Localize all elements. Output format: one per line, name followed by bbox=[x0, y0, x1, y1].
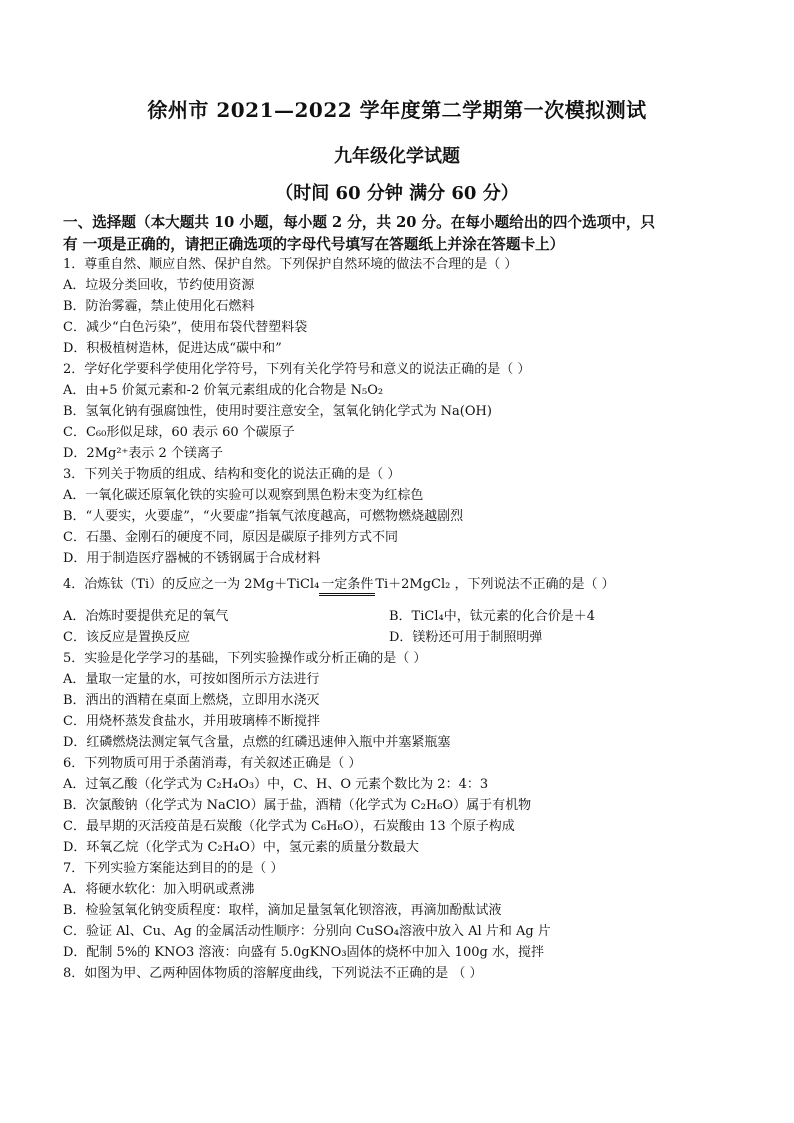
q5-stem: 5．实验是化学学习的基础，下列实验操作或分析正确的是（ ） bbox=[63, 651, 427, 666]
q6-option-b: B．次氯酸钠（化学式为 NaClO）属于盐，酒精（化学式为 C₂H₆O）属于有机物 bbox=[63, 798, 532, 813]
q4-stem-post: ，下列说法不正确的是（ ） bbox=[454, 577, 615, 592]
q6-option-c: C．最早期的灭活疫苗是石炭酸（化学式为 C₆H₆O），石炭酸由 13 个原子构成 bbox=[63, 819, 515, 834]
q4-option-a: A．冶炼时要提供充足的氧气 bbox=[63, 609, 229, 624]
q7-option-a: A．将硬水软化：加入明矾或煮沸 bbox=[63, 882, 255, 897]
section-heading-line1: 一、选择题（本大题共 10 小题，每小题 2 分，共 20 分。在每小题给出的四个选项中，只 bbox=[63, 214, 656, 231]
q3-option-b: B．“人要实，火要虚”，“火要虚”指氧气浓度越高，可燃物燃烧越剧烈 bbox=[63, 509, 464, 524]
section-heading bbox=[63, 212, 733, 256]
q2-option-a: A．由+5 价氮元素和-2 价氧元素组成的化合物是 N₅O₂ bbox=[63, 383, 384, 398]
q3-option-a: A．一氧化碳还原氧化铁的实验可以观察到黑色粉末变为红棕色 bbox=[63, 488, 424, 503]
q7-stem: 7．下列实验方案能达到目的的是（ ） bbox=[63, 861, 284, 876]
q2-option-c: C．C₆₀形似足球，60 表示 60 个碳原子 bbox=[63, 425, 295, 440]
section-heading-line2: 有 一项是正确的，请把正确选项的字母代号填写在答题纸上并涂在答题卡上） bbox=[63, 236, 565, 253]
q2-stem: 2．学好化学要科学使用化学符号，下列有关化学符号和意义的说法正确的是（ ） bbox=[63, 362, 531, 377]
q6-stem: 6．下列物质可用于杀菌消毒，有关叙述正确是（ ） bbox=[63, 756, 362, 771]
q8-stem: 8．如图为甲、乙两种固体物质的溶解度曲线，下列说法不正确的是 （ ） bbox=[63, 966, 483, 981]
q7-option-d: D．配制 5%的 KNO3 溶液：向盛有 5.0gKNO₃固体的烧杯中加入 100g 水，搅拌 bbox=[63, 945, 544, 960]
q4-stem bbox=[63, 573, 733, 597]
q4-equation-right: Ti＋2MgCl₂ bbox=[375, 577, 451, 592]
q1-option-b: B．防治雾霾，禁止使用化石燃料 bbox=[63, 299, 255, 314]
q1-option-d: D．积极植树造林，促进达成“碳中和” bbox=[63, 341, 282, 356]
q2-option-b: B．氢氧化钠有强腐蚀性，使用时要注意安全，氢氧化钠化学式为 Na(OH) bbox=[63, 404, 492, 419]
q4-row-ab bbox=[63, 607, 733, 627]
exam-subtitle: 九年级化学试题 bbox=[334, 146, 460, 167]
q5-option-b: B．洒出的酒精在桌面上燃烧，立即用水浇灭 bbox=[63, 693, 320, 708]
q4-row-cd bbox=[63, 628, 733, 648]
q3-stem: 3．下列关于物质的组成、结构和变化的说法正确的是（ ） bbox=[63, 467, 401, 482]
q4-equation bbox=[244, 573, 450, 597]
q5-option-c: C．用烧杯蒸发食盐水，并用玻璃棒不断搅拌 bbox=[63, 714, 320, 729]
q3-option-d: D．用于制造医疗器械的不锈钢属于合成材料 bbox=[63, 551, 321, 566]
q7-option-c: C．验证 Al、Cu、Ag 的金属活动性顺序：分别向 CuSO₄溶液中放入 Al 片和 Ag 片 bbox=[63, 924, 551, 939]
q5-option-d: D．红磷燃烧法测定氧气含量，点燃的红磷迅速伸入瓶中并塞紧瓶塞 bbox=[63, 735, 451, 750]
q6-option-d: D．环氧乙烷（化学式为 C₂H₄O）中，氢元素的质量分数最大 bbox=[63, 840, 419, 855]
q4-option-c: C．该反应是置换反应 bbox=[63, 630, 190, 645]
q2-option-d: D．2Mg²⁺表示 2 个镁离子 bbox=[63, 446, 223, 461]
q4-equation-condition: 一定条件 bbox=[319, 573, 375, 597]
q4-equation-left: 2Mg＋TiCl₄ bbox=[244, 577, 320, 592]
q1-option-c: C．减少“白色污染”，使用布袋代替塑料袋 bbox=[63, 320, 308, 335]
q4-stem-pre: 4．冶炼钛（Ti）的反应之一为 bbox=[63, 577, 241, 592]
q4-option-d: D．镁粉还可用于制照明弹 bbox=[389, 630, 543, 645]
q4-option-b: B．TiCl₄中，钛元素的化合价是＋4 bbox=[389, 609, 595, 624]
exam-time-info: （时间 60 分钟 满分 60 分） bbox=[275, 183, 519, 204]
q6-option-a: A．过氧乙酸（化学式为 C₂H₄O₃）中，C、H、O 元素个数比为 2：4：3 bbox=[63, 777, 489, 792]
exam-title: 徐州市 2021—2022 学年度第二学期第一次模拟测试 bbox=[147, 98, 647, 122]
q3-option-c: C．石墨、金刚石的硬度不同，原因是碳原子排列方式不同 bbox=[63, 530, 398, 545]
q7-option-b: B．检验氢氧化钠变质程度：取样，滴加足量氢氧化钡溶液，再滴加酚酞试液 bbox=[63, 903, 502, 918]
q1-option-a: A．垃圾分类回收，节约使用资源 bbox=[63, 278, 255, 293]
q5-option-a: A．量取一定量的水，可按如图所示方法进行 bbox=[63, 672, 320, 687]
q1-stem: 1．尊重自然、顺应自然、保护自然。下列保护自然环境的做法不合理的是（ ） bbox=[63, 257, 518, 272]
